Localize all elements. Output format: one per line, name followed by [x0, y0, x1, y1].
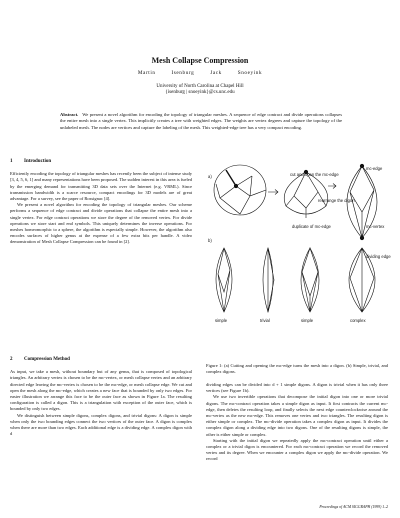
- annotation-cut-open: cut and open the mc-edge: [290, 172, 339, 177]
- paragraph: We present a novel algorithm for encoding the topology of triangular meshes. Our scheme performs a sequence of edge contract and divide operations that collapse the entire mesh into a single vertex. For edge contract operations we store the degree of the removed vertex. For divide operations we store start and end symbols. This uniquely determines the inverse operations. For meshes homeomorphic to a sphere, the algorithm is especially simple. However, the algorithm also encodes surfaces of higher genus at the expense of a few extra bits per handle. A video demonstration of Mesh Collapse Compression can be found in [2].: [10, 202, 192, 245]
- abstract: [60, 112, 342, 131]
- author-name: Martin Isenburg: [137, 70, 195, 76]
- section-compression-method: [10, 357, 192, 437]
- annotation-duplicate: duplicate of mc-edge: [292, 224, 331, 229]
- digon-label: trivial: [260, 318, 270, 323]
- figure-1: [206, 162, 392, 360]
- section-compression-method-continued: [206, 382, 388, 463]
- paragraph: As input, we take a mesh, without boundary but of any genus, that is composed of topological triangles. An arbitrary vertex is chosen to be the mc-vertex, or mesh collapse vertex and an arbitrary directed edge leaving the mc-vertex is chosen to be the mc-edge, or mesh collapse edge. We cut and open the mesh along the mc-edge, which creates a new face that is bounded by only two edges. For easier illustration we arrange this face to be the outer face as shown in Figure 1a. The resulting configuration is called a digon. This is a triangulation with exception of the outer face, which is bounded by only two edges.: [10, 369, 192, 412]
- section-heading: 2 Compression Method: [10, 357, 70, 362]
- section-heading: 1 Introduction: [10, 159, 52, 164]
- digon-label: complex: [350, 318, 366, 323]
- digon-label: simple: [215, 318, 228, 323]
- author-list: [0, 70, 400, 76]
- panel-label-a: a): [208, 174, 212, 179]
- annotation-dividing-edge: dividing edge: [366, 254, 391, 259]
- section-introduction: [10, 159, 192, 246]
- paragraph: Efficiently encoding the topology of triangular meshes has recently been the subject of intense study [3, 4, 5, 6, 1] and many representations have been proposed. The sudden interest in this area is fueled by the emerging demand for transmitting 3D data sets over the Internet (e.g. VRML). Since transmission bandwidth is a scarce resource, compact encodings for 3D models are of great advantage. For a survey, see the paper of Rossignac [4].: [10, 171, 192, 202]
- affiliation-block: [0, 84, 400, 97]
- paragraph: We use two invertible operations that decompose the initial digon into one or more trivial digons. The mc-contract operation takes a simple digon as input. It first contracts the current mc-edge, then deletes the resulting loop, and finally selects the next edge counterclockwise around the mc-vertex as the new mc-edge. This removes one vertex and two triangles. The resulting digon is either simple or complex. The mc-divide operation takes a complex digon as input. It divides the complex digon along a dividing edge into two digons. One of the resulting digons is simple, the other is either simple or complex.: [206, 394, 388, 437]
- author-emails: {isenburg | snoeyink}@cs.unc.edu: [165, 90, 235, 96]
- paragraph: dividing edges can be divided into d + 1 simple digons. A digon is trivial when it has only three vertices (see Figure 1b).: [206, 382, 388, 394]
- paper-title: Mesh Collapse Compression: [151, 56, 249, 65]
- paragraph: We distinguish between simple digons, complex digons, and trivial digons: A digon is simple when only the two bounding edges connect the two vertices of the outer face. A digon is complex when there are more than two edges. Each additional edge is a dividing edge. A complex digon with d: [10, 412, 192, 437]
- annotation-rearrange: rearrange the digon: [318, 198, 355, 203]
- annotation-mc-edge: mc-edge: [366, 166, 383, 171]
- digon-label: simple: [301, 318, 314, 323]
- page-footer: Proceedings of ACM SIGGRAPH (1999) 1–2: [319, 505, 388, 509]
- figure-caption: Figure 1: (a) Cutting and opening the mc-edge turns the mesh into a digon. (b) Simple, trivial, and complex digons.: [206, 363, 388, 375]
- author-name: Jack Snoeyink: [210, 70, 263, 76]
- panel-label-b: b): [208, 238, 212, 243]
- annotation-mc-vertex: mc-vertex: [366, 224, 385, 229]
- affiliation: University of North Carolina at Chapel Hill: [156, 84, 244, 89]
- abstract-text: We present a novel algorithm for encoding the topology of triangular meshes. A sequence of edge contract and divide operations collapses the entire mesh into a single vertex. This implicitly creates a tree with weighted edges. The weights are vertex degrees and capture the topology of the unlabeled mesh. The nodes are vertices and capture the labeling of the mesh. This weighted-edge tree has a very compact encoding.: [60, 112, 342, 130]
- paragraph: Starting with the initial digon we repeatedly apply the mc-contract operation until either a complex or a trivial digon is encountered. For each mc-contract operation we record the removed vertex and its degree. When we encounter a complex digon we apply the mc-divide operation. We record: [206, 437, 388, 462]
- abstract-label: Abstract.: [60, 112, 79, 117]
